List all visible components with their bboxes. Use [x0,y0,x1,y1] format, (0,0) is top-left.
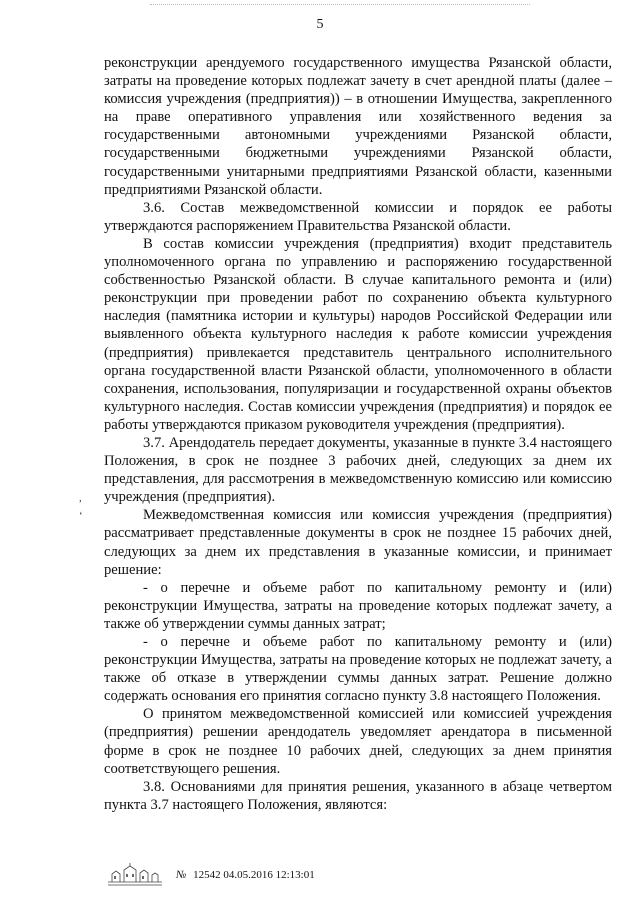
paragraph-decision-refuse: - о перечне и объеме работ по капитальному ремонту и (или) реконструкции Имущества, затраты на проведение которых не подлежат зачету, а также об отказе в утверждении суммы данных затрат. Решение должно содержать основания его принятия согласно пункту 3.8 настоящего Положения. [104,634,612,705]
margin-mark: ‘ [79,510,83,522]
paragraph-commission-composition: В состав комиссии учреждения (предприятия) входит представитель уполномоченного органа по управлению и распоряжению государственной собственностью Рязанской области. В случае капитального ремонта и (или) реконструкции при проведении работ по сохранению объекта культурного наследия (памятника истории и культуры) народов Российской Федерации или выявленного объекта культурного наследия к работе комиссии учреждения (предприятия) привлекается представитель центрального исполнительного органа государственной власти Рязанской области, уполномоченного в области сохранения, использования, популяризации и государственной охраны объектов культурного наследия. Состав комиссии учреждения (предприятия) и порядок ее работы утверждаются приказом руководителя учреждения (предприятия). [104,235,612,433]
number-sign: № [176,869,187,881]
document-footer [104,862,315,888]
scan-top-marks [150,4,530,7]
document-registration [176,869,315,881]
registry-stamp-icon [104,862,166,888]
document-number: 12542 [193,869,221,881]
paragraph-3-7: 3.7. Арендодатель передает документы, указанные в пункте 3.4 настоящего Положения, в срок не позднее 3 рабочих дней, следующих за днем их представления, для рассмотрения в межведомственную комиссию или комиссию учреждения (предприятия). [104,434,612,506]
paragraph-commission-review: Межведомственная комиссия или комиссия учреждения (предприятия) рассматривает представленные документы в срок не позднее 15 рабочих дней, следующих за днем их представления в указанные комиссии, и принимает решение: [104,507,612,578]
margin-marks [79,489,83,525]
paragraph-3-6: 3.6. Состав межведомственной комиссии и порядок ее работы утверждаются распоряжением Правительства Рязанской области. [104,199,612,234]
paragraph-3-8: 3.8. Основаниями для принятия решения, указанного в абзаце четвертом пункта 3.7 настоящего Положения, являются: [104,778,612,813]
document-timestamp: 04.05.2016 12:13:01 [223,869,315,881]
paragraph-continuation: реконструкции арендуемого государственного имущества Рязанской области, затраты на проведение которых подлежат зачету в счет арендной платы (далее – комиссия учреждения (предприятия)) – в отношении Имущества, закрепленного на праве оперативного управления или хозяйственного ведения за государственными автономными учреждениями Рязанской области, государственными бюджетными учреждениями Рязанской области, государственными унитарными предприятиями Рязанской области, казенными предприятиями Рязанской области. [104,55,612,198]
paragraph-decision-approve: - о перечне и объеме работ по капитальному ремонту и (или) реконструкции Имущества, затраты на проведение которых подлежат зачету, а также об утверждении суммы данных затрат; [104,579,612,632]
paragraph-notification: О принятом межведомственной комиссией или комиссией учреждения (предприятия) решении арендодатель уведомляет арендатора в письменной форме в срок не позднее 10 рабочих дней, следующих за днем принятия соответствующего решения. [104,706,612,777]
page-number: 5 [316,17,324,32]
document-body [104,54,612,814]
margin-mark: , [79,492,82,504]
